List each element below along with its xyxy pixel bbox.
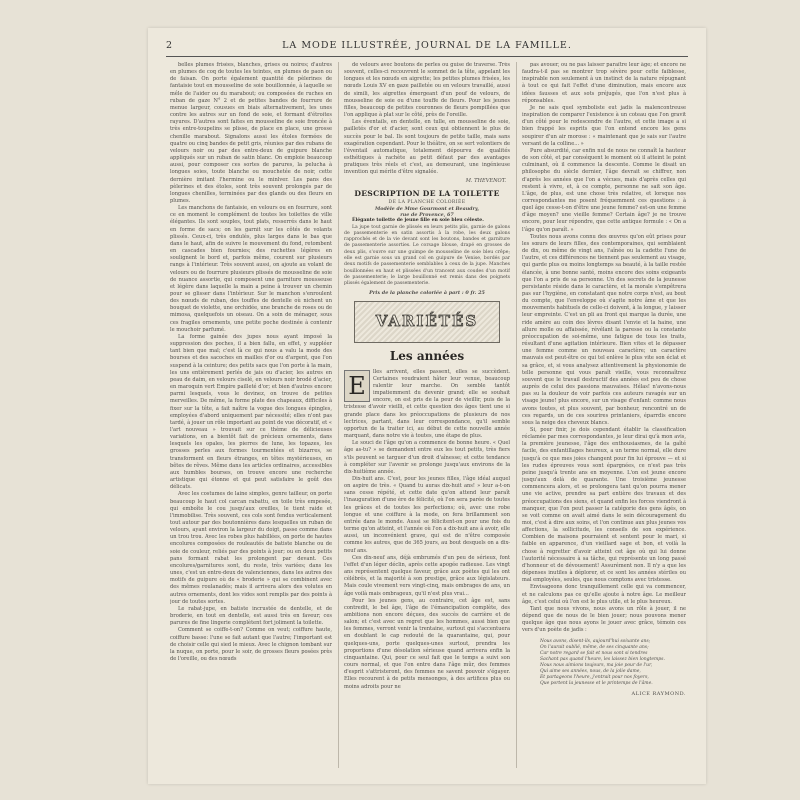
description-section [344,189,510,297]
article-opening-text: lles arrivent, elles passent, elles se succèdent. Certaines voudraient hâter leur venue, beaucoup ralentir leur marche. On semble tantôt impatiemment du devenir grand; elle se souhait encore, on est pris de la peur de vieillir, puis de la tristesse d'avoir vieilli, et cette question des âges tient une si grande place dans les préoccupations de plusieurs de nos lectrices, partant, dans leur correspondance, qu'il semble opportun de la traiter ici, au début de cette nouvelle année marquant, dans notre vie à toutes, une étape de plus. [344,368,510,440]
paragraph: Ces dix-neuf ans, déjà embrumés d'un peu de sérieux, font l'effet d'un léger déclin, après cette apogée radieuse. Les vingt ans représentent quelque faveur, grâce aux poètes qui les ont célébrés, et la majorité à son prestige, grâce aux législateurs. Mais coule vivement vers vingt-cinq, mais ombrages de ans, un âge voilà mais ombrageux, qu'il n'est plus vrai... [344,554,510,597]
paragraph: de velours avec boutons de perles ou guise de traverse. Très souvent, celles-ci recouvrent le sommet de la tête, appelant les longues et les nœuds en aigrette; les petites plumes frisées, les nœuds Louis XV en gaze pailletée ou en velours travaillé, aussi de simili, les aigrettes émergeant d'un pouf de velours, de mousseline de soie ou d'une touffe de fleurs. Pour les jeunes filles, beaucoup de petites couronnes de fleurs pompillées que l'on applique à plat sur le côté, près de l'oreille. [344,62,510,119]
paragraph: belles plumes frisées, blanches, grises ou noires; d'autres en plumes de coq de toutes les teintes, en plumes de paon ou de faisan. On porte également quantité de pèlerines de fantaisie tout en mousseline de soie bouillonnée, à laquelle se mêle de l'aider ou du marabout; ou composées de ruches en ruban de gaze N° 2 et de petites bandes de fourrure de menue largeur, cousues en biais alternativement, les unes contre les autres sur un fond de soie, et formant d'étroites rayures. D'autres sont faites en mousseline de soie froncée à très entre-toupelins se plisse, de place en place, une grosse chenille marabout. Signalons aussi les étoles formées de quatre ou cinq bandes de petit gris, réunies par des rubans de velours noir ou par des entre-deux de guipure blanche appliqués sur un ruban de satin blanc. On emploie beaucoup aussi, pour composer ces sortes de parures, la pelucha à longues soies, toute blanche ou mouchetée de noir, cette dernière imitant l'hermine ou le minlver. Les pans des pèlerines et des étoles, sont très souvent prolongés par de longues chenilles, terminées par des glands ou des fleurs en plumes. [170,62,332,204]
column-2 [344,62,510,768]
poem-line: Sachant pas quand l'heure, les laissez bien longtemps. [540,656,665,662]
poem-line: On l'aurait oublié, même, de ses cinquante ans; [540,644,649,650]
poem [540,639,680,687]
column-1 [170,62,332,768]
article-opening [344,369,510,441]
page-header [166,40,688,57]
column-divider [516,62,517,768]
poem-line: Nous nous aimions toujours, ma joie pour de l'ur, [540,662,653,668]
paragraph: Le rabat-jupe, en batiste incrustée de dentelle, et de broderie, en tout en dentelle, est aussi très en faveur; ces parures de fine lingerie complètent fort joliment la toilette. [170,605,332,627]
paragraph: La forme gainée des jupes nous ayant imposé la suppression des poches, il a bien fallu, en effet, y suppléer tant bien que mal; c'est là ce qui nous a valu la mode des bourses et des sacoches en mailles d'or ou d'argent, que l'on suspend à la ceinture; des petits sacs que l'on porte à la main, les uns entièrement perlés de jais ou d'acier, les autres en peau de daim, en velours ciselé, en velours noir brodé d'acier, en maroquin vert Empire pailleté d'or; et bien d'autres encore parmi lesquels, vous le devinez, on trouve de petites merveilles. De même, la forme plate des chapeaux, difficiles à fixer sur la tête, a fait naître la vogue des longues épingles, employées d'abord uniquement par nécessité; elles n'ont pas tardé, à jouer un rôle important au point de vue décoratif, et « l'art nouveau » trouvait sur ce thème de délicieuses variations, en a bientôt fait de précieux ornements, dans lesquels les opales, les pierres de lune, les topazes, les grosses perles aux formes tourmentées et bizarres, se transforment en fleurs étranges, en têtes mystérieuses, en bêtes de rêves. Même dans les articles ordinaires, accessibles aux humbles bourses, on trouve encore une recherche artistique qui étonne et qui peut satisfaire le goût des délicats. [170,333,332,491]
paragraph: Dix-huit ans. C'est, pour les jeunes filles, l'âge idéal auquel on aspire de très. « Quand tu auras dix-huit ans! » leur a-t-on sans cesse répété, et cette date qu'on attend leur paraît l'inauguration d'une ère de félicité, où l'on sera parée de toutes les grâces et de toutes les perfections; où, avec une robe longue et une coiffure à la mode, on fera brillamment son entrée dans le monde. Aussi se félicitent-on pour une fois du terme qu'on atteint, et l'année où l'on a dix-huit ans à avoir, elle aussi, un inconvénient grave, qui est de n'être composée comme les autres, que de 365 jours, au bout desquels on a dix-neuf ans. [344,476,510,554]
paragraph: Toutes nous avons connu des œuvres qu'on eût prises pour les sœurs de leurs filles, des contemporaines, qui semblaient de dix, ou même de vingt ans, l'aînée ou la cadette l'une de l'autre, et ces différences ne tiennent pas seulement au visage, qui garde plus ou moins longtemps sa beauté, à la taille restée élancée, à une bonne santé, moins encore des soins exigeants que l'on a pris de sa personne. Un des secrets de la jeunesse persistante réside dans le caractère, et la morale s'empêtrera pas sur l'hygiène, en constatant que notre corps n'est, au bout du compte, que l'enveloppe où s'agite notre âme et que les mouvements habituels de celle-ci doivent, à la longue, y laisser leur empreinte. C'est un pli au front qui marque la durée, une ride amère au coin des lèvres disant l'envie et la haine, une allure molle ou affaissée, révélant la paresse ou la constante préoccupation de soi-même, une fatigue de tous les traits, résultant d'une agitation intérieure. Bien vites et le dépasser une femme comme un nouveau caractère; un caractère mauvais est peut-être ce qui tel enlève le plus vite son éclat et sa grâce, et, si vous analysez attentivement la physionomie de telle personne qui vous paraît vieille, vous reconnaîtrez souvent que le travail destructif des années est peu de chose auprès de celui des passions mauvaises. Hélas! n'avons-nous pas su la douleur de voir parfois ces auteurs ravagés sur un visage jeune! plus encore, sur un visage d'enfant: comme nous avons toutes, et plus souvent, par bonheur, rencontré un de ces regards, un de ces sourires printaniers, éparrdis encore sous la neige des cheveux blancs. [522,233,686,426]
description-body: La jupe tout garnie de plissés en leurs petits plis, garnie de galons de passementerie en satin assortis à la robe, les deux galons rapprochés et de la vie devant sont les boutons, bandes et garniture de passementerie assorties. Le corsage blouse, drapé en grosses de deux plis, s'ouvre sur une guimpe de mousseline de soie bleu crêpe; elle est garnie sous un grand col en guipure de Venise, bordés par deux motifs de passementerie semblables à ceux de la jupe. Manches bouillonnées en haut et plissées d'un trancent aux coudes d'un motif de passementerie; le large bouillonné est remis dans des poignets plissés également de passementerie. [344,224,510,287]
paragraph: Avec les costumes de laine simples, genre tailleur, on porte beaucoup le haut col carcan rabattu, en toile très empesée, qui emboîte le cou jusqu'aux oreilles, le tient raide et l'immobilise. Très souvent, ces cols sont fendus verticalement tout autour par des boutonnières dans lesquelles un ruban de velours, ayant environ la largeur du doigt, passe comme dans un trou trou. Avec les robes plus habillées, on porte de hautes encolures composées de rouleautés de batiste blanche ou de soie de couleur, reliés par des points à jour; ou en deux petits pans formant rabat les prolongent par devant. Ces encolures/garnitures sont, du reste, très variées; dans les unes, c'est un entre-deux de valenciennes, dans les autres des motifs de guipure où de « broderie » qui se combinent avec des mêmes roulanadés; mais il arrivera alors des volutes en autres ornements, dont les vides sont remplis par des points à jour de toutes sortes. [170,491,332,605]
description-lead-text: Élégante toilette de jeune fille en soie bleu céleste. [352,218,484,224]
poem-line: Et partageons l'heure, j'entrait pour nos foyers, [540,674,649,680]
description-address: rue de Provence, 67 [400,211,454,218]
poem-line: Nous avons, disent-ils, aujourd'hui soixante ans; [540,638,651,644]
paragraph: Je ne sais quel symboliste eut jadis la malencontreuse inspiration de comparer l'existence à un coteau que l'on gravit d'un côté pour le redescendre de l'autre, et cette image a si bien frappé les esprits que l'on entend encore les gens soupirer d'un air morose : « maintenant que je sais sur l'autre versant de la colline... » [522,104,686,147]
varietes-banner [354,301,500,343]
varietes-banner-text: VARIÉTÉS [375,312,479,331]
journal-title: LA MODE ILLUSTRÉE, JOURNAL DE LA FAMILLE. [282,40,572,51]
poem-line: Qui aime ses années, nous, de la jolie dame, [540,668,641,674]
paragraph: Tant que nous vivons, nous avons un rôle à jouer, il ne dépend que de nous de le bien jouer; nous pouvons mener quelque âge que nous ayons le jouer avec grâce, témoin ces vers d'un poète de jadis : [522,605,686,634]
paragraph: Pure absurdité, car enfin nul de nous ne connaît la hauteur de son côté, et par conséquent le moment où il atteint le point culminant, où il commence la descente. Comme le disait un philosophe du siècle dernier, l'âge devrait se chiffrer, non d'après les années que l'on a vécues, mais d'après celles qui restent à vivre, et, à ce compte, personne ne sait son âge. L'âge, de plus, est une chose très relative, et lorsque nos correspondantes me posent fréquemment ces questions : à quel âge cesse-t-on d'être une jeune femme? est-on une femme d'âge moyen? une vieille femme? Certain âge? je ne trouve encore, pour leur répondre, que cette antique formule : « On a l'âge qu'on paraît. » [522,147,686,233]
paragraph: Pour les jeunes gens, au contraire, cet âge est, sans contredit, le bel âge, l'âge de l'émancipation complète, des ambitions non encore déçues, des succès de carrière et de salon; et c'est avec un regret que les hommes, aussi bien que les femmes, verront venir la trentaine, surtout qui s'accentuera en doublant le cap redouté de la quarantaine, qui, pour quelques-uns, porte quelques-unes surtout, prendra les proportions d'une désolation sérieuse quand arrivera enfin la cinquantaine. Qui, pour ce seul fait que le temps a suivi son cours normal, et que l'on entre dans l'âge mûr, des femmes d'esprit s'attristeront, des femmes ne savent pouvoir s'égayer. Elles recourent à de petits mensonges, à des artifices plus ou moins adroits pour ne [344,597,510,690]
paragraph: Comment se coiffe-t-on? Comme on veut; coiffure haute, coiffure basse: l'une se fait autant que l'autre; l'important est de choisir celle qui sied le mieux. Avec le chignon tombant sur la nuque, on porte, pour le soir, de grosses fleurs posées près de l'oreille, ou des nœuds [170,627,332,662]
paragraph: Envisageons donc tranquillement celle qui va commencer, et ne calculons pas ce qu'elle ajoute à notre âge. Le meilleur âge, c'est celui où l'on est le plus utile, et le plus heureux. [522,584,686,605]
article-title: Les années [389,348,465,363]
page-number: 2 [166,40,174,51]
column-3 [522,62,686,768]
description-subtitle: DE LA PLANCHE COLORIÉE [388,199,466,205]
column-divider [338,62,339,768]
article-signature: ALICE RAYMOND. [631,690,686,697]
paragraph: Le souci de l'âge qu'on a commence de bonne heure. « Quel âge as-tu? » se demandent entre eux les tout petits, très fiers s'ils peuvent se targuer d'un droit d'aînesse; et cette tendance à compléter sur l'avenir se prolonge jusqu'aux environs de la dix-huitième année. [344,440,510,475]
paragraph: Les manchons de fantaisie, en velours ou en fourrure, sont ce en moment le complément de toutes les toilettes de ville élégantes. Ils sont souples, tout plats, resserrés dans le haut en forme de sacs; on les garnit sur les côtés de volants plissés. Ceux-ci, très ondulés, plus larges dans le bas que dans le haut, afin de suivre le mouvement du fond, retombent en cascades bien fournies; des ruchettes légères en soulignent le bord et, parfois même, courent sur plusieurs rangs à l'intérieur. Très souvent aussi, on ajoute au volant de velours ou de fourrure plusieurs plissés de mousseline de soie de nuance assortie, qui composent une garniture mousseuse et légère dans laquelle la main a peine à trouver un chemin pour se glisser dans l'intérieur. Sur le manchon s'enroulent des nœuds de ruban, des touffes de dentelle où nichent un bouquet de violette, une orchidée, une branche de roses ou de mimosa, quelquefois un oiseau. On a soin de ménager, sous ces fragiles ornements, une petite poche destinée à contenir le mouchoir parfumé. [170,205,332,333]
poem-line: Car notre regard se fait et nous sont si tendres [540,650,648,656]
poem-line: Que portent la jeunesse et le printemps de l'âme. [540,680,653,686]
magazine-page [148,28,706,784]
plate-price: Prix de la planche coloriée à part : 0 fr. 25 [369,289,485,296]
paragraph: Si, pour finir, je dois cependant établir la classification réclamée par mes correspondantes, je leur dirai qu'à mon avis, la première jeunesse, l'âge des enthousiasmes, de la gaîté facile, des enfantillages heureux, a un terme normal, elle dure jusqu'à ce que mes joies changent pour fin lui éprouve — et si les rudes épreuves vous sont épargnées, ce n'est pas très peine jusqu'à trente ans en moyenne. L'on est jeune encore jusqu'aux delà de quarante. Une troisième jeunesse commencera alors, et se prolongera tant qu'on pourra mener une vie active, prendre sa part entière des travaux et des préoccupations des siens, et quand enfin les forces viendront à manquer, que l'on peut passer la catégorie des gens âgés, on se voit comme on avait aimé dans le sein découragement du moi, c'est à dire aux soins, et l'on continue aux plus jeunes vos affections, la sollicitude, les conseils de son expérience. Combien de maisons pourraient et sentent pour le mari, si faible en apparence, d'un vieillard sage et bon, et voilà la chose à regretter d'avoir atteint cet âge où qui lui donne l'autorité nécessaire à sa tâche, qui représente un long passé d'honneur et de dévouement! Assurément non. Il n'y a que les dépenses inutiles à déplorer, et ce sont les années stériles ou mal employées, seules, que nous comptons avec tristesse. [522,426,686,584]
description-title: DESCRIPTION DE LA TOILETTE [354,188,500,198]
dropcap-letter: E [344,370,370,402]
paragraph: Les éventails, en dentelle, en tulle, en mousseline de soie, pailletés d'or et d'acier, sont ceux qui obtiennent le plus de succès pour le bal. Ils sont toujours de petite taille, mais sans exagération cependant. Pour le théâtre, on se sert volontiers de l'éventail automatique, totalement dépourvu de qualités esthétiques à rachète au petit défaut par des avantages pratiques très réels et c'est, au demeurant, une ingénieuse invention qui mérite d'être signalée. [344,119,510,176]
fashion-author: M. THEVENOT. [465,177,506,184]
paragraph: pas avouer, ou ne pas laisser paraître leur âge; et encore ne faudra-t-il pas se montrer trop sévère pour cette faiblesse, inspirable non seulement à un instinct de la nature répugnant à tout ce qui fait l'effet d'une diminution, mais encore aux idées fausses et aux sots préjugés, que l'on n'est plus à réponsables. [522,62,686,104]
description-model: Modèle de Mme Gourmont et Beaudry, [374,205,480,212]
